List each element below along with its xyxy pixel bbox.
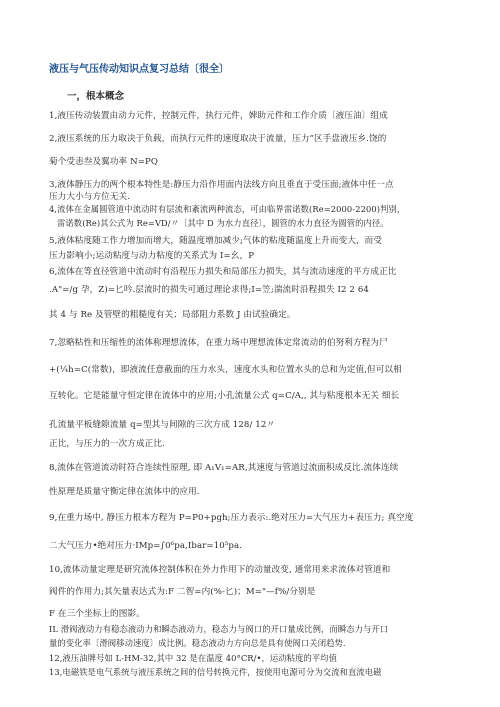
text-line: 压力大小与方位无关.	[49, 192, 131, 202]
text-line: 3,液体静压力的两个根本特性是:静压力沿作用面内法线方向且垂直于受压面;液体中任一点	[49, 180, 394, 190]
text-line: 7,忽略粘性和压缩性的流体称理想流体，在重力场中理想流体定常流动的伯努利方程为尸	[49, 338, 388, 348]
text-line: 雷诺数(Re)其公式为 Re=VD/〃〔其中 D 为水力直径〕，圆管的水力直径为圆管的内径。	[57, 218, 389, 228]
text-line: 5,液体粘度随工作力增加而增大，随温度增加减少;气体的粘度随温度上升而变大，而受	[49, 236, 383, 246]
text-line: .A"=/g 孕，Z)=匕吟.层流时的损失可通过理论求得;I=笠;湍流时沿程损失 I2 2 64	[49, 285, 369, 295]
text-line: 2,液压系统的压力取决于负载，而执行元件的速度取决于流量，压力”区手盘液压乡.饶的	[49, 134, 387, 144]
text-line: 性原理是质量守衡定律在流体中的应用.	[49, 487, 200, 497]
text-line: 9,在重力场中, 静压力根本方程为 P=P0+pgh;压力表示:.绝对压力=大气压力+表压力; 真空度	[49, 513, 414, 523]
text-line: +(¼h=C(常数)，即液流任意截面的压力水头，速度水头和位置水头的总和为定值,但可以相	[49, 365, 402, 375]
text-line: 10,流体动量定理是研究流体控制体积在外力作用下的动量改变, 通常用来求流体对管道和	[49, 565, 391, 575]
text-line: 孔流量平板缝隙流量 q=型其与间隙的三次方成 128/ 12〃	[49, 420, 276, 430]
section-heading: 一，根本概念	[67, 91, 125, 102]
text-line: IL 滑阀液动力有稳态液动力和瞬态液动力，稳态力与阀口的开口量成比例，而瞬态力与开口	[49, 624, 389, 634]
text-line: 1,液压传动装置由动力元件，控制元件，执行元件，婢助元件和工作介质〔液压油〕组成	[49, 111, 388, 121]
text-line: 正比，与压力的一次方成正比.	[49, 439, 165, 449]
text-line: 8,流体在管道流动时符合连续性原理, 即 A₁V₁=AR,其速度与管道过流面积成反比.流体连续	[49, 463, 399, 473]
text-line: 阀件的作用力;其矢量表达式为:F 二智=内(%-匕)；M="—f%/分别是	[49, 587, 316, 597]
text-line: F 在三个坐标上的图影。	[49, 609, 145, 619]
text-line: 二大气压力•绝对压力·IMp=∫0⁶pa,Ibar=10⁵pa.	[49, 541, 243, 551]
document-title: 液压与气压传动知识点复习总结〔很全〕	[49, 64, 229, 75]
text-line: 6,流体在等直径管道中流动时有沿程压力损失和局部压力损失，其与流动速度的平方成正比	[49, 267, 397, 277]
text-line: 压力影响小;运动粘度与动力粘度的关系式为 I=幺，P	[49, 251, 255, 261]
text-line: 量的变化率〔滑阀移动速度〕成比例。稳态液动力方向总是具有使阀口关闭趋势.	[49, 638, 346, 648]
text-line: 12,液压油牌号如 L-HM-32,其中 32 是在温度 40°CR/•，运动粘度的平均值	[49, 653, 338, 663]
text-line: 4,流体在金属圆管道中流动时有层流和紊流两种流态，可由临界雷诺数(Re=2000-2200)判别，	[49, 204, 406, 214]
text-line: 菊个受恚叁及翼功率 N=PQ	[49, 157, 159, 167]
text-line: 13,电磁铁是电气系统与液压系统之间的信号转换元件，按使用电源可分为交流和直流电磁	[49, 667, 382, 677]
text-line: 互转化。它是能量守恒定律在流体中的应用;小孔流量公式 q=C/A,, 其与粘度根本无关 细长	[49, 391, 400, 401]
text-line: 其 4 与 Re 及管壁的粗糙度有关；局部阻力系数 J 由试验确定。	[49, 310, 296, 320]
